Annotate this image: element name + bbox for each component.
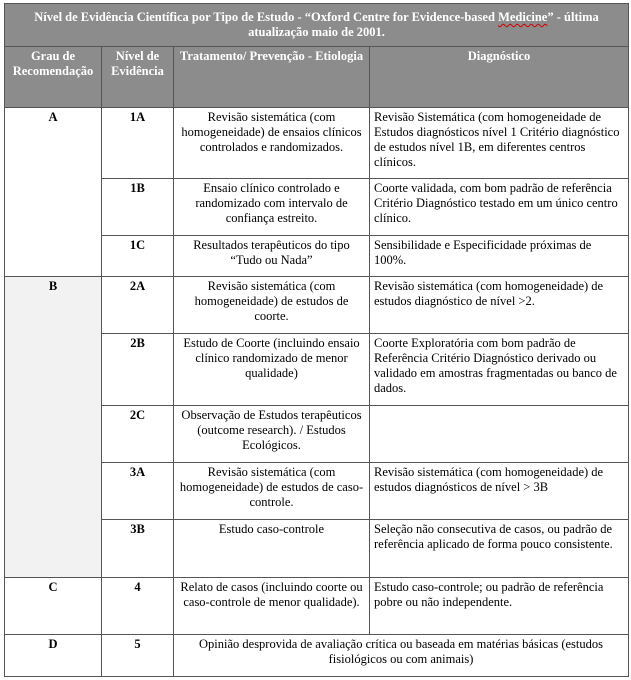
nivel-cell: 2A (102, 276, 174, 333)
merged-cell: Opinião desprovida de avaliação crítica ou baseada em matérias básicas (estudos fisiológicos ou com animais) (174, 634, 629, 676)
tratamento-cell: Relato de casos (incluindo coorte ou caso-controle de menor qualidade). (174, 577, 370, 634)
diagnostico-cell: Revisão sistemática (com homogeneidade) de estudos diagnóstico de nível >2. (370, 276, 629, 333)
nivel-cell: 3A (102, 463, 174, 520)
nivel-cell: 1C (102, 235, 174, 276)
diagnostico-cell: Estudo caso-controle; ou padrão de referência pobre ou não independente. (370, 577, 629, 634)
tratamento-cell: Observação de Estudos terapêuticos (outcome research). / Estudos Ecológicos. (174, 406, 370, 463)
header-tratamento: Tratamento/ Prevenção - Etiologia (174, 47, 370, 108)
diagnostico-cell: Seleção não consecutiva de casos, ou padrão de referência aplicado de forma pouco consistente. (370, 520, 629, 577)
title-medicine: Medicine (498, 10, 548, 25)
table-row (5, 577, 629, 634)
title-prefix: Nível de Evidência Científica por Tipo de Estudo - “Oxford Centre for Evidence-based (34, 10, 499, 25)
nivel-cell: 1B (102, 178, 174, 235)
table-row (5, 108, 629, 178)
grau-c: C (5, 577, 102, 634)
tratamento-cell: Resultados terapêuticos do tipo “Tudo ou Nada” (174, 235, 370, 276)
grau-d: D (5, 634, 102, 676)
evidence-table (4, 3, 629, 677)
header-nivel: Nível de Evidência (102, 47, 174, 108)
table-row (5, 276, 629, 333)
header-diagnostico: Diagnóstico (370, 47, 629, 108)
nivel-cell: 2C (102, 406, 174, 463)
nivel-cell: 5 (102, 634, 174, 676)
title-suffix: ” - última atualização maio de 2001. (248, 10, 599, 40)
nivel-cell: 1A (102, 108, 174, 178)
tratamento-cell: Estudo caso-controle (174, 520, 370, 577)
grau-b: B (5, 276, 102, 577)
diagnostico-cell: Revisão sistemática (com homogeneidade) de estudos diagnósticos de nível > 3B (370, 463, 629, 520)
tratamento-cell: Revisão sistemática (com homogeneidade) de estudos de coorte. (174, 276, 370, 333)
nivel-cell: 3B (102, 520, 174, 577)
nivel-cell: 2B (102, 333, 174, 405)
tratamento-cell: Ensaio clínico controlado e randomizado com intervalo de confiança estreito. (174, 178, 370, 235)
grau-a: A (5, 108, 102, 276)
diagnostico-cell: Coorte Exploratória com bom padrão de Referência Critério Diagnóstico derivado ou validado em amostras fragmentadas ou banco de dados. (370, 333, 629, 405)
title-row (5, 4, 629, 47)
header-grau: Grau de Recomendação (5, 47, 102, 108)
diagnostico-cell: Sensibilidade e Especificidade próximas de 100%. (370, 235, 629, 276)
table-title (5, 4, 629, 47)
tratamento-cell: Estudo de Coorte (incluindo ensaio clínico randomizado de menor qualidade) (174, 333, 370, 405)
header-row (5, 47, 629, 108)
tratamento-cell: Revisão sistemática (com homogeneidade) de ensaios clínicos controlados e randomizados. (174, 108, 370, 178)
tratamento-cell: Revisão sistemática (com homogeneidade) de estudos de caso-controle. (174, 463, 370, 520)
nivel-cell: 4 (102, 577, 174, 634)
table-row (5, 634, 629, 676)
diagnostico-cell: Revisão Sistemática (com homogeneidade de Estudos diagnósticos nível 1 Critério diagnóstico de estudos nível 1B, em diferentes centros clínicos. (370, 108, 629, 178)
diagnostico-cell (370, 406, 629, 463)
diagnostico-cell: Coorte validada, com bom padrão de referência Critério Diagnóstico testado em um único centro clínico. (370, 178, 629, 235)
